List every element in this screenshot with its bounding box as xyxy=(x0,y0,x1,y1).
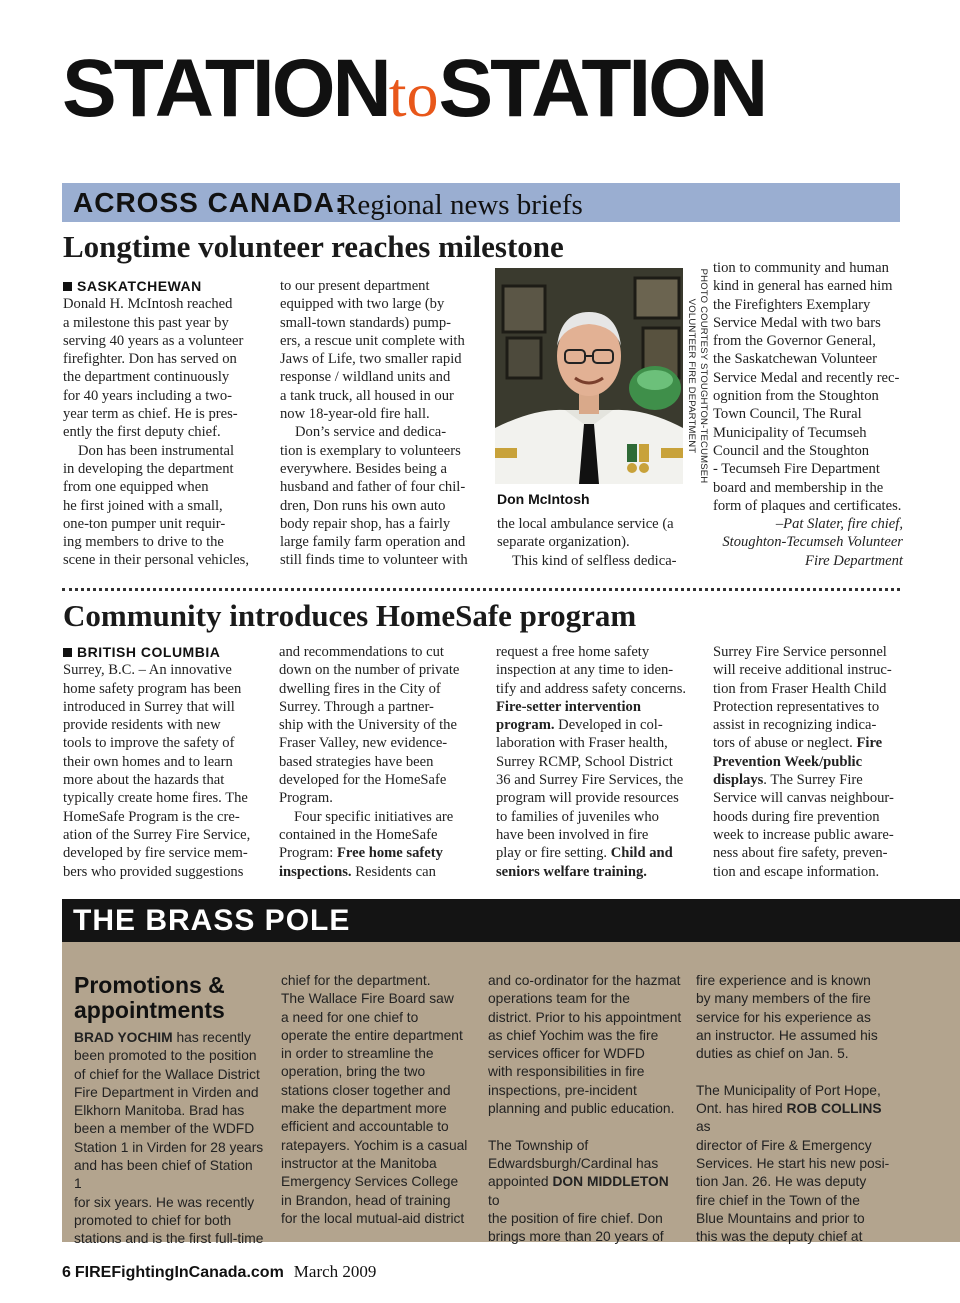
portrait-illustration xyxy=(495,268,683,484)
section-bar xyxy=(62,183,900,222)
story1-region: SASKATCHEWAN xyxy=(63,277,258,295)
brass-col3: and co-ordinator for the hazmat operations team for the district. Prior to his appointment as chief Yochim was the fire services officer for WDFD with responsibilities in fire inspections, pre-incident planning and public education. The Township of Edwardsburgh/Cardinal has appointed DON MIDDLETON to the position of fire chief. Don brings more than 20 years of xyxy=(488,973,682,1245)
promotions-heading: Promotions & appointments xyxy=(74,972,225,1023)
bullet-square-icon xyxy=(63,648,72,657)
story1-col4: tion to community and human kind in general has earned him the Firefighters Exemplary Service Medal with two bars from the Governor General, the Saskatchewan Volunteer Service Medal and recently rec- ognition from the Stoughton Town Council, The Rural Municipality of Tecumseh Council and the Stoughton - Tecumseh Fire Department board and membership in the form of plaques and certificates. –Pat Slater, fire chief, Stoughton-Tecumseh Volunteer Fire Department xyxy=(713,260,903,569)
photo-caption: Don McIntosh xyxy=(497,491,590,507)
photo-credit: PHOTO COURTESY STOUGHTON-TECUMSEH VOLUNTEER FIRE DEPARTMENT xyxy=(686,268,709,484)
story2-headline: Community introduces HomeSafe program xyxy=(63,598,637,633)
issue-date: March 2009 xyxy=(293,1262,377,1281)
story2-region: BRITISH COLUMBIA xyxy=(63,643,258,661)
masthead-right: STATION xyxy=(438,43,766,134)
dotted-divider xyxy=(62,588,900,591)
section-bar-bold: ACROSS CANADA: xyxy=(73,187,346,218)
brass-col2: chief for the department. The Wallace Fire Board saw a need for one chief to operate the entire department in order to streamline the operation, bring the two stations closer together and make the department more efficient and accountable to ratepayers. Yochim is a casual instructor at the Manitoba Emergency Services College in Brandon, head of training for the local mutual-aid district xyxy=(281,973,468,1226)
masthead-to: to xyxy=(388,59,439,130)
story2-col3: request a free home safety inspection at any time to iden- tify and address safety concerns. Fire-setter intervention program. Developed in col- laboration with Fraser health, Surrey RCMP, School District 36 and Surrey Fire Services, the program will provide resources to families of juveniles who have been involved in fire play or fire setting. Child and seniors welfare training. xyxy=(496,644,687,880)
page-number: 6 xyxy=(62,1264,71,1281)
story1-headline: Longtime volunteer reaches milestone xyxy=(63,229,564,264)
masthead xyxy=(62,44,822,134)
story2-col4: Surrey Fire Service personnel will receive additional instruc- tion from Fraser Health Child Protection representatives to assist in recognizing indica- tors of abuse or neglect. Fire Prevention Week/public displays. The Surrey Fire Service will canvas neighbour- hoods during fire prevention week to increase public aware- ness about fire safety, preven- tion and escape information. xyxy=(713,644,894,880)
story2-col1: BRITISH COLUMBIA Surrey, B.C. – An innovative home safety program has been introduced in Surrey that will provide residents with new tools to improve the safety of their own homes and to learn more about the hazards that typically create home fires. The HomeSafe Program is the cre- ation of the Surrey Fire Service, developed by fire service mem- bers who provided suggestions xyxy=(63,643,258,881)
site-name: FIREFightingInCanada.com xyxy=(74,1264,284,1281)
brass-col4: fire experience and is known by many members of the fire service for his experience as an instructor. He assumed his duties as chief on Jan. 5. The Municipality of Port Hope, Ont. has hired ROB COLLINS as director of Fire & Emergency Services. He start his new posi- tion Jan. 26. He was deputy fire chief in the Town of the Blue Mountains and prior to this was the deputy chief at xyxy=(696,973,890,1245)
brass-col1: Promotions & appointments BRAD YOCHIM has recently been promoted to the position of chief for the Wallace District Fire Department in Virden and Elkhorn Manitoba. Brad has been a member of the WDFD Station 1 in Virden for 28 years and has been chief of Station 1 for six years. He was recently promoted to chief for both stations and is the first full-time xyxy=(74,972,264,1247)
story1-col2: to our present department equipped with two large (by small-town standards) pump- ers, a rescue unit complete with Jaws of Life, two smaller rapid response / wildland units and a tank truck, all housed in our now 18-year-old fire hall. Don’s service and dedica- tion is exemplary to volunteers everywhere. Besides being a husband and father of four chil- dren, Don runs his own auto body repair shop, has a fairly large family farm operation and still finds time to volunteer with xyxy=(280,278,468,569)
section-bar-subtitle: Regional news briefs xyxy=(338,189,583,221)
story1-col1: SASKATCHEWAN Donald H. McIntosh reached a milestone this past year by serving 40 years as a volunteer firefighter. Don has served on the department continuously for 40 years including a two- year term as chief. He is pres- ently the first deputy chief. Don has been instrumental in developing the department from one equipped when he first joined with a small, one-ton pumper unit requir- ing members to drive to the scene in their personal vehicles, xyxy=(63,277,258,570)
masthead-left: STATION xyxy=(62,43,389,134)
story1-col3: the local ambulance service (a separate organization). This kind of selfless dedica- xyxy=(497,516,677,569)
bullet-square-icon xyxy=(63,282,72,291)
portrait-photo xyxy=(495,268,683,484)
story2-col2: and recommendations to cut down on the number of private dwelling fires in the City of Surrey. Through a partner- ship with the University of the Fraser Valley, new evidence- based strategies have been developed for the HomeSafe Program. Four specific initiatives are contained in the HomeSafe Program: Free home safety inspections. Residents can xyxy=(279,644,460,880)
brass-pole-title: THE BRASS POLE xyxy=(73,904,351,937)
story1-signature: –Pat Slater, fire chief, Stoughton-Tecumseh Volunteer Fire Department xyxy=(722,516,903,569)
brass-pole-bar xyxy=(62,899,960,942)
page-footer xyxy=(62,1262,376,1282)
